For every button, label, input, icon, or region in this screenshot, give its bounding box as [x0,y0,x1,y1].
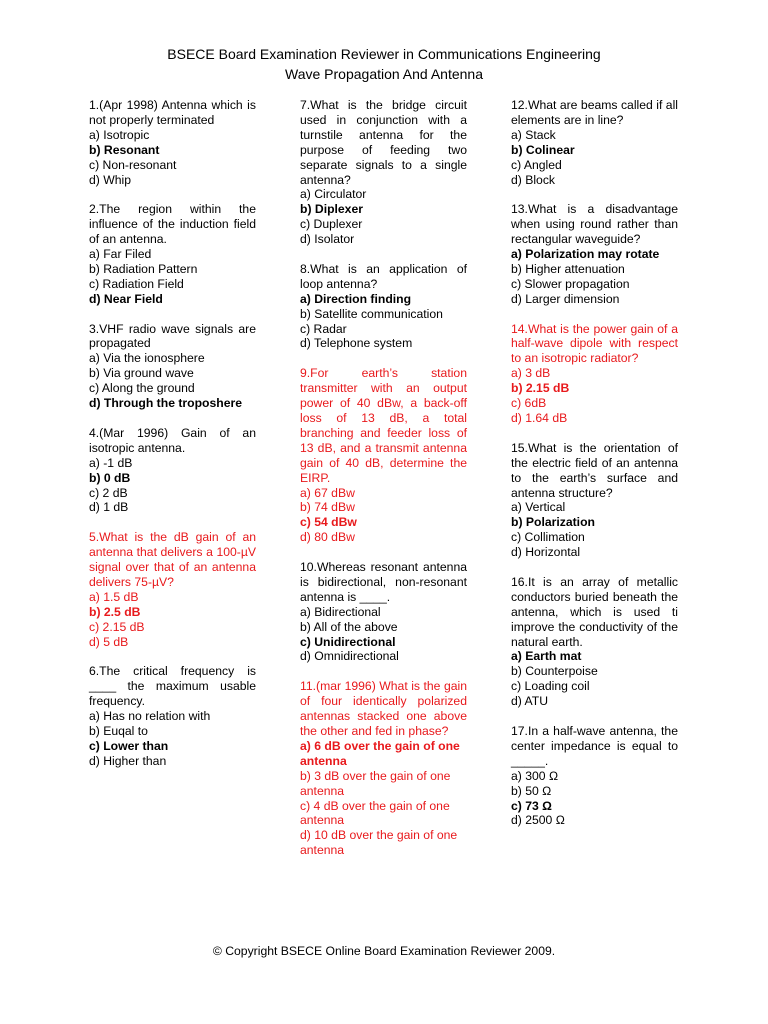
answer-option: a) -1 dB [89,455,133,470]
answer-option: c) Radiation Field [89,276,184,291]
answer-option: c) Slower propagation [511,276,630,291]
answer-option: d) Horizontal [511,545,581,560]
answer-option: b) All of the above [300,619,398,634]
copyright-footer: © Copyright BSECE Online Board Examination Reviewer 2009. [212,944,556,958]
answer-option-correct: b) 2.15 dB [511,381,570,396]
answer-option-correct: a) Polarization may rotate [511,247,660,262]
document-header [0,44,768,84]
answer-option: b) Satellite communication [300,306,443,321]
answer-option-correct: a) Earth mat [511,649,582,664]
answer-option: d) 5 dB [89,634,129,649]
question-block [300,679,467,858]
question-block [89,530,256,649]
answer-option: c) 2 dB [89,485,128,500]
answer-option: a) Via the ionosphere [89,351,205,366]
answer-option: a) Stack [511,127,556,142]
question-block [300,560,467,664]
question-block [89,664,256,768]
answer-option-correct: c) Unidirectional [300,634,396,649]
answer-option: d) Omnidirectional [300,649,399,664]
answer-option: d) 2500 Ω [511,813,565,828]
answer-option-correct: c) 54 dBw [300,515,357,530]
question-block [89,98,256,187]
question-column-2 [300,98,467,873]
answer-option: a) 1.5 dB [89,589,139,604]
question-text: 4.(Mar 1996) Gain of an isotropic antenna. [89,425,256,455]
question-text: 2.The region within the influence of the induction field of an antenna. [89,202,256,247]
answer-option: b) 50 Ω [511,783,552,798]
answer-option: b) Counterpoise [511,664,598,679]
answer-option: d) Higher than [89,753,167,768]
answer-option: d) Block [511,172,556,187]
answer-option: d) 10 dB over the gain of one antenna [300,828,458,858]
answer-option: d) Larger dimension [511,291,620,306]
answer-option: c) Angled [511,157,562,172]
answer-option: b) Higher attenuation [511,261,625,276]
answer-option: a) 67 dBw [300,485,355,500]
question-block [300,262,467,351]
answer-option-correct: a) 6 dB over the gain of one antenna [300,738,460,768]
answer-option: d) Telephone system [300,336,413,351]
answer-option: a) Bidirectional [300,604,381,619]
question-text: 17.In a half-wave antenna, the center impedance is equal to _____. [511,723,678,768]
answer-option-correct: b) 0 dB [89,470,131,485]
question-text: 11.(mar 1996) What is the gain of four identically polarized antennas stacked one above the other and fed in phase? [300,679,467,738]
answer-option: d) Isolator [300,232,355,247]
answer-option: a) 300 Ω [511,768,559,783]
answer-option: b) Euqal to [89,723,148,738]
question-text: 8.What is an application of loop antenna? [300,261,467,291]
question-block [511,98,678,187]
document-subtitle: Wave Propagation And Antenna [285,66,483,82]
answer-option: b) Radiation Pattern [89,261,198,276]
question-block [89,322,256,411]
answer-option-correct: c) 73 Ω [511,798,552,813]
question-text: 10.Whereas resonant antenna is bidirectional, non-resonant antenna is ____. [300,560,467,604]
question-text: 5.What is the dB gain of an antenna that delivers a 100-µV signal over that of an antenna delivers 75-µV? [89,530,256,589]
answer-option: c) Along the ground [89,381,195,396]
answer-option-correct: d) Near Field [89,291,163,306]
question-column-1 [89,98,256,784]
question-text: 14.What is the power gain of a half-wave dipole with respect to an isotropic radiator? [511,321,678,366]
answer-option: d) 1 dB [89,500,129,515]
answer-option: c) 4 dB over the gain of one antenna [300,798,450,828]
question-block [511,575,678,709]
answer-option: c) Loading coil [511,679,590,694]
answer-option-correct: b) Colinear [511,142,575,157]
answer-option: c) Non-resonant [89,157,177,172]
question-block [89,202,256,306]
question-text: 12.What are beams called if all elements are in line? [511,98,678,127]
answer-option: c) Duplexer [300,217,363,232]
answer-option-correct: b) Polarization [511,515,595,530]
answer-option: b) 3 dB over the gain of one antenna [300,768,451,798]
question-column-3 [511,98,678,843]
question-text: 7.What is the bridge circuit used in conjunction with a turnstile antenna for the purpose of feeding two separate signals to a single antenna? [300,98,467,187]
question-block [511,441,678,560]
answer-option-correct: d) Through the troposhere [89,396,243,411]
answer-option: a) Isotropic [89,127,150,142]
question-block [89,426,256,515]
answer-option-correct: a) Direction finding [300,291,412,306]
answer-option: a) Vertical [511,500,566,515]
question-block [300,98,467,247]
answer-option: b) 74 dBw [300,500,355,515]
answer-option: d) ATU [511,694,549,709]
answer-option-correct: c) Lower than [89,738,169,753]
answer-option: d) 1.64 dB [511,411,568,425]
answer-option: c) Radar [300,321,347,336]
answer-option: a) Has no relation with [89,709,211,724]
question-text: 6.The critical frequency is ____ the maximum usable frequency. [89,664,256,709]
answer-option-correct: b) 2.5 dB [89,604,141,619]
document-title: BSECE Board Examination Reviewer in Communications Engineering [167,46,601,62]
question-block [511,322,678,426]
question-text: 13.What is a disadvantage when using round rather than rectangular waveguide? [511,202,678,247]
answer-option: d) Whip [89,172,131,187]
answer-option: c) 2.15 dB [89,619,145,634]
answer-option-correct: b) Diplexer [300,202,363,217]
question-block [300,366,467,545]
question-text: 9.For earth’s station transmitter with an output power of 40 dBw, a back-off loss of 13 dB, a total branching and feeder loss of 13 dB, and a transmit antenna gain of 40 dB, determine the EIRP. [300,366,467,485]
question-text: 1.(Apr 1998) Antenna which is not properly terminated [89,98,256,127]
answer-option-correct: b) Resonant [89,142,160,157]
answer-option: a) Far Filed [89,247,152,262]
answer-option: c) 6dB [511,396,547,411]
question-text: 15.What is the orientation of the electric field of an antenna to the earth’s surface and antenna structure? [511,440,678,500]
answer-option: a) 3 dB [511,366,551,381]
question-text: 16.It is an array of metallic conductors buried beneath the antenna, which is used ti improve the conductivity of the natural earth. [511,574,678,649]
question-block [511,202,678,306]
answer-option: c) Collimation [511,530,585,545]
question-text: 3.VHF radio wave signals are propagated [89,321,256,351]
answer-option: a) Circulator [300,187,367,202]
answer-option: d) 80 dBw [300,530,355,545]
question-block [511,724,678,828]
answer-option: b) Via ground wave [89,366,194,381]
